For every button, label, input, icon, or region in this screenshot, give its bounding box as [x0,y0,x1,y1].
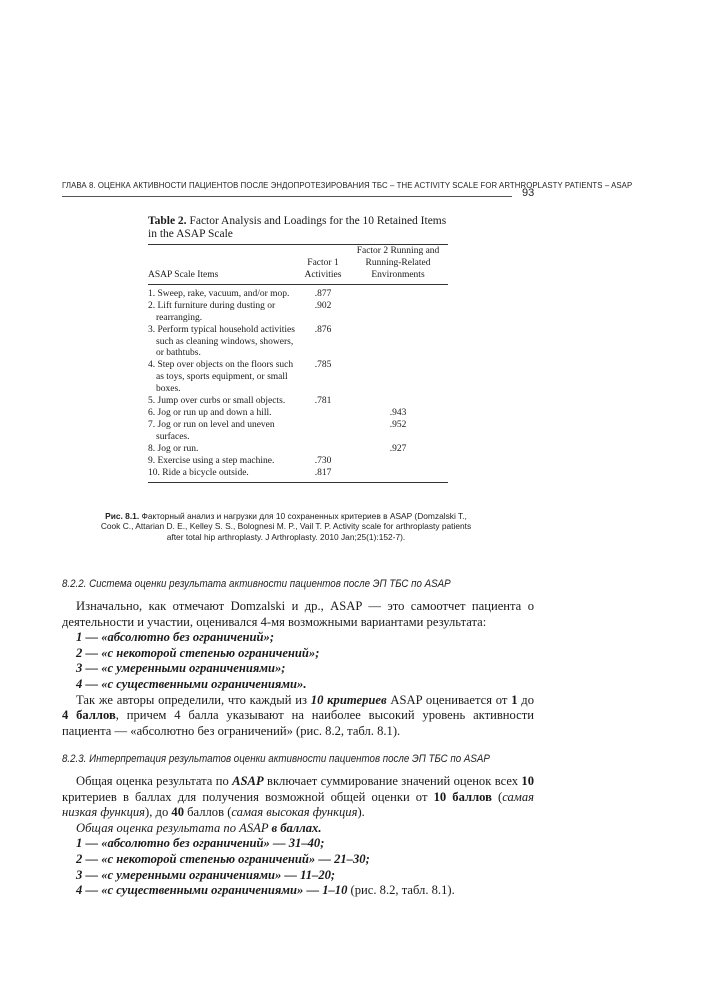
table-row [148,444,448,456]
list-item: 1 — «абсолютно без ограничений»; [76,630,275,645]
row-factor2 [348,360,448,395]
row-item: 2. Lift furniture during dusting or rearranging. [148,301,276,323]
table-row [148,456,448,468]
row-factor2 [348,396,448,408]
paragraph: Изначально, как отмечают Domzalski и др., ASAP — это самоотчет пациента о деятельности и участии, оценивался 4-мя возможными вариантами результата: [62,599,534,629]
asap-factor-table [148,215,448,483]
col-header-factor1: Factor 1 Activities [304,258,342,280]
col-header-factor2: Factor 2 Running and Running-Related Environments [356,246,440,280]
list-item: 3 — «с умеренными ограничениями» — 11–20; [76,867,336,882]
col-header-items: ASAP Scale Items [148,270,219,280]
table-label: Table 2. [148,215,187,227]
row-factor2: .927 [389,443,407,454]
table-row [148,408,448,420]
list-item: 2 — «с некоторой степенью ограничений»; [76,645,320,660]
row-factor1: .785 [314,360,332,371]
section-8-2-3-body [62,774,534,899]
section-heading-8-2-2: 8.2.2. Система оценки результата активности пациентов после ЭП ТБС по ASAP [62,578,451,590]
list-item: 1 — «абсолютно без ограничений» — 31–40; [76,836,325,851]
row-factor2 [348,301,448,324]
table-header-rule [148,284,448,285]
table-bottom-rule [148,482,448,483]
row-item: 6. Jog or run up and down a hill. [148,407,272,418]
row-factor2: .943 [389,407,407,418]
table-row [148,301,448,324]
row-factor1: .876 [314,324,332,335]
caption-label: Рис. 8.1. [105,511,140,521]
row-item: 9. Exercise using a step machine. [148,456,275,467]
list-item: 2 — «с некоторой степенью ограничений» — 21–30; [76,851,370,866]
table-title [148,215,448,241]
row-factor1: .730 [314,456,332,467]
section-heading-8-2-3: 8.2.3. Интерпретация результатов оценки активности пациентов после ЭП ТБС по ASAP [62,753,490,765]
row-item: 10. Ride a bicycle outside. [148,468,249,479]
list-item: 4 — «с существенными ограничениями». [76,676,307,691]
row-item: 1. Sweep, rake, vacuum, and/or mop. [148,289,290,299]
table-row [148,360,448,395]
row-factor1 [298,408,348,420]
caption-text: Факторный анализ и нагрузки для 10 сохраненных критериев в ASAP (Domzalski T., Cook C., Attarian D. E., Kelley S. S., Bolognesi M. P., Vail T. P. Activity scale for arthroplasty patients after total hip arthroplasty. J Arthroplasty. 2010 Jan;25(1):152-7). [100,511,472,542]
row-factor2 [348,468,448,480]
row-factor1 [298,420,348,443]
paragraph: Общая оценка результата по ASAP в баллах. [76,820,322,835]
page-number: 93 [522,187,535,199]
table-row [148,420,448,443]
header-rule [62,196,512,197]
table-row [148,468,448,480]
list-item: 3 — «с умеренными ограничениями»; [76,661,286,676]
running-header: ГЛАВА 8. ОЦЕНКА АКТИВНОСТИ ПАЦИЕНТОВ ПОСЛЕ ЭНДОПРОТЕЗИРОВАНИЯ ТБС – THE ACTIVITY SCALE FOR ARTHROPLASTY PATIENTS – ASAP [62,180,633,190]
row-item: 8. Jog or run. [148,443,199,454]
row-factor1: .902 [314,301,332,312]
row-item: 7. Jog or run on level and uneven surfaces. [148,420,275,442]
section-8-2-2-body [62,599,534,739]
row-factor1: .817 [314,468,332,479]
row-factor2 [348,456,448,468]
row-factor1: .781 [314,395,332,406]
list-item: 4 — «с существенными ограничениями» — 1–10 (рис. 8.2, табл. 8.1). [76,883,455,898]
row-item: 5. Jump over curbs or small objects. [148,395,286,406]
paragraph: Так же авторы определили, что каждый из 10 критериев ASAP оценивается от 1 до 4 баллов, причем 4 балла указывают на наиболее высокий уровень активности пациента — «абсолютно без ограничений» (рис. 8.2, табл. 8.1). [62,692,534,738]
row-factor2: .952 [389,420,407,431]
table-row [148,289,448,301]
row-factor1 [298,444,348,456]
row-factor1: .877 [314,289,332,299]
row-item: 4. Step over objects on the floors such as toys, sports equipment, or small boxes. [148,360,294,394]
table-header [148,245,448,281]
paragraph: Общая оценка результата по ASAP включает суммирование значений оценок всех 10 критериев в баллах для получения возможной общей оценки от 10 баллов (самая низкая функция), до 40 баллов (самая высокая функция). [62,774,534,820]
figure-caption [96,511,476,542]
row-item: 3. Perform typical household activities such as cleaning windows, showers, or bathtubs. [148,324,295,359]
table-row [148,396,448,408]
row-factor2 [348,325,448,360]
row-factor2 [348,289,448,301]
table-row [148,325,448,360]
table-title-text: Factor Analysis and Loadings for the 10 Retained Items in the ASAP Scale [148,215,447,240]
